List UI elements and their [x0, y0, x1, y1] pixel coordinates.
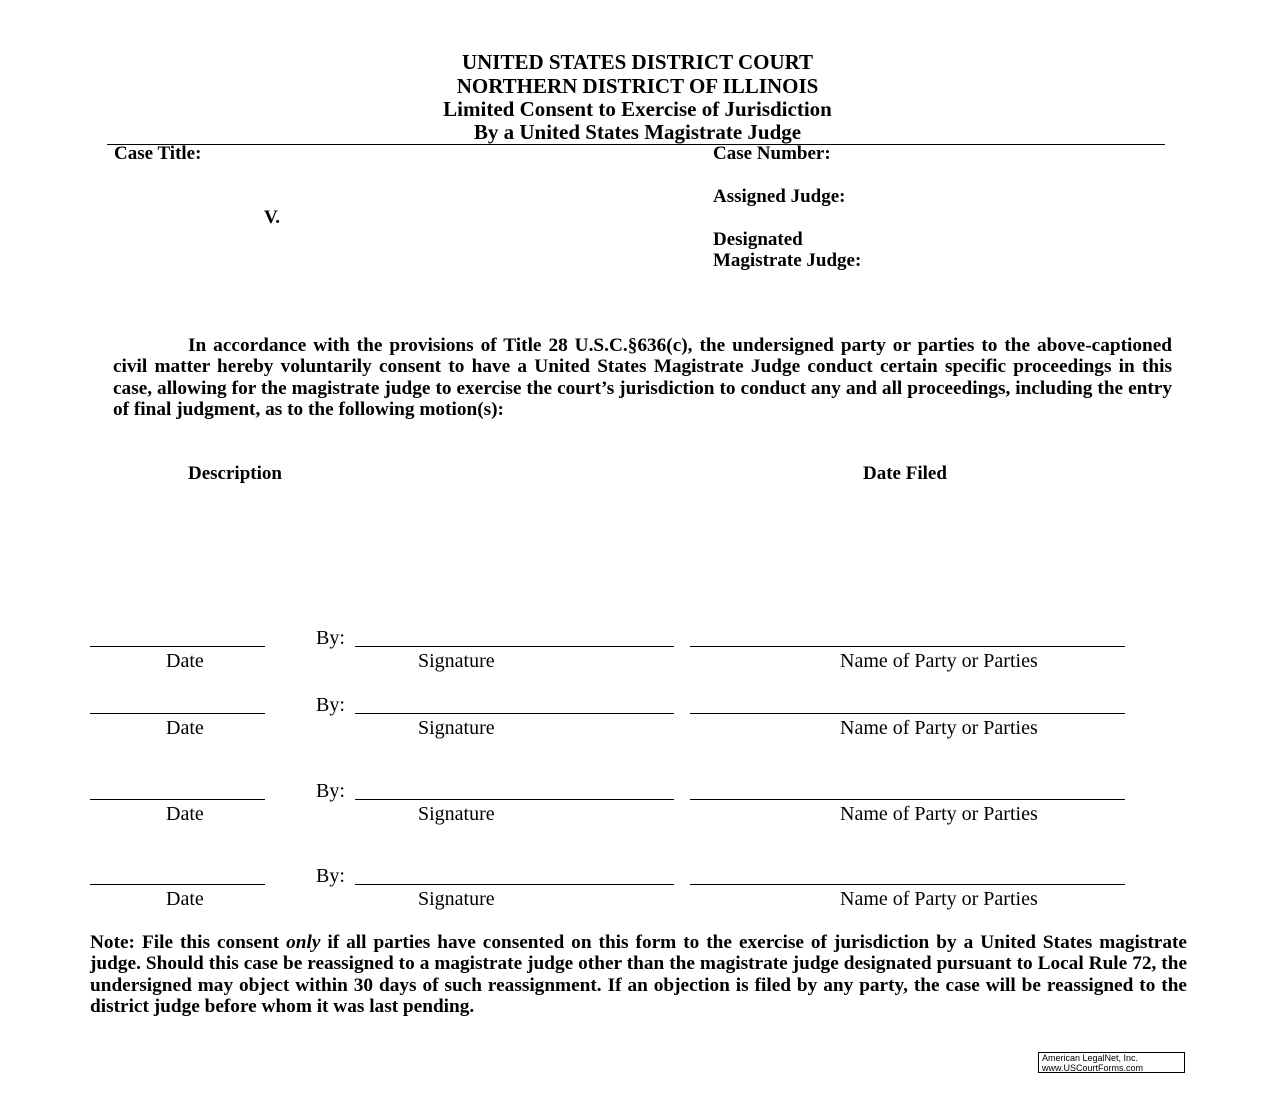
- party-name-line[interactable]: [690, 646, 1125, 647]
- signature-caption: Signature: [418, 803, 495, 825]
- case-number-label: Case Number:: [713, 143, 831, 164]
- versus-label: V.: [264, 207, 281, 228]
- assigned-judge-label: Assigned Judge:: [713, 186, 846, 207]
- signature-caption: Signature: [418, 888, 495, 910]
- date-line[interactable]: [90, 799, 265, 800]
- party-caption: Name of Party or Parties: [840, 650, 1038, 672]
- note-rest: if all parties have consented on this form to the exercise of jurisdiction by a United States magistrate judge. Should this case be reassigned to a magistrate judge other than the magistrate judge designated pursuant to Local Rule 72, the undersigned may object within 30 days of such reassignment. If an objection is filed by any party, the case will be reassigned to the district judge before whom it was last pending.: [90, 932, 1187, 1018]
- by-label: By:: [316, 694, 345, 716]
- publisher-stamp: [1038, 1052, 1185, 1073]
- signature-line[interactable]: [355, 713, 674, 714]
- publisher-website[interactable]: www.USCourtForms.com: [1042, 1062, 1144, 1073]
- form-title: Limited Consent to Exercise of Jurisdiction: [443, 97, 832, 121]
- publisher-name: American LegalNet, Inc.: [1042, 1053, 1139, 1063]
- party-name-line[interactable]: [690, 713, 1125, 714]
- description-header: Description: [188, 463, 282, 484]
- case-title-label: Case Title:: [114, 143, 202, 164]
- party-caption: Name of Party or Parties: [840, 803, 1038, 825]
- date-caption: Date: [166, 717, 204, 739]
- date-line[interactable]: [90, 646, 265, 647]
- date-line[interactable]: [90, 713, 265, 714]
- consent-paragraph: In accordance with the provisions of Title 28 U.S.C.§636(c), the undersigned party or parties to the above-captioned civil matter hereby voluntarily consent to have a United States Magistrate Judge conduct certain specific proceedings in this case, allowing for the magistrate judge to exercise the court’s jurisdiction to conduct any and all proceedings, including the entry of final judgment, as to the following motion(s):: [113, 335, 1172, 421]
- date-filed-header: Date Filed: [863, 463, 947, 484]
- by-label: By:: [316, 627, 345, 649]
- signature-line[interactable]: [355, 799, 674, 800]
- form-subtitle: By a United States Magistrate Judge: [473, 120, 802, 144]
- magistrate-judge-label: Magistrate Judge:: [713, 250, 862, 271]
- header-rule: [107, 144, 1165, 145]
- signature-caption: Signature: [418, 650, 495, 672]
- by-label: By:: [316, 780, 345, 802]
- by-label: By:: [316, 865, 345, 887]
- date-caption: Date: [166, 803, 204, 825]
- date-line[interactable]: [90, 884, 265, 885]
- district-name: NORTHERN DISTRICT OF ILLINOIS: [456, 74, 819, 98]
- date-caption: Date: [166, 888, 204, 910]
- party-caption: Name of Party or Parties: [840, 717, 1038, 739]
- party-name-line[interactable]: [690, 884, 1125, 885]
- signature-line[interactable]: [355, 884, 674, 885]
- note-prefix: Note: File this consent: [90, 932, 287, 953]
- note-emphasis: only: [286, 932, 321, 953]
- party-caption: Name of Party or Parties: [840, 888, 1038, 910]
- party-name-line[interactable]: [690, 799, 1125, 800]
- designated-label: Designated: [713, 229, 803, 250]
- note-paragraph: [90, 932, 1187, 1018]
- signature-line[interactable]: [355, 646, 674, 647]
- signature-caption: Signature: [418, 717, 495, 739]
- court-name: UNITED STATES DISTRICT COURT: [461, 50, 814, 74]
- date-caption: Date: [166, 650, 204, 672]
